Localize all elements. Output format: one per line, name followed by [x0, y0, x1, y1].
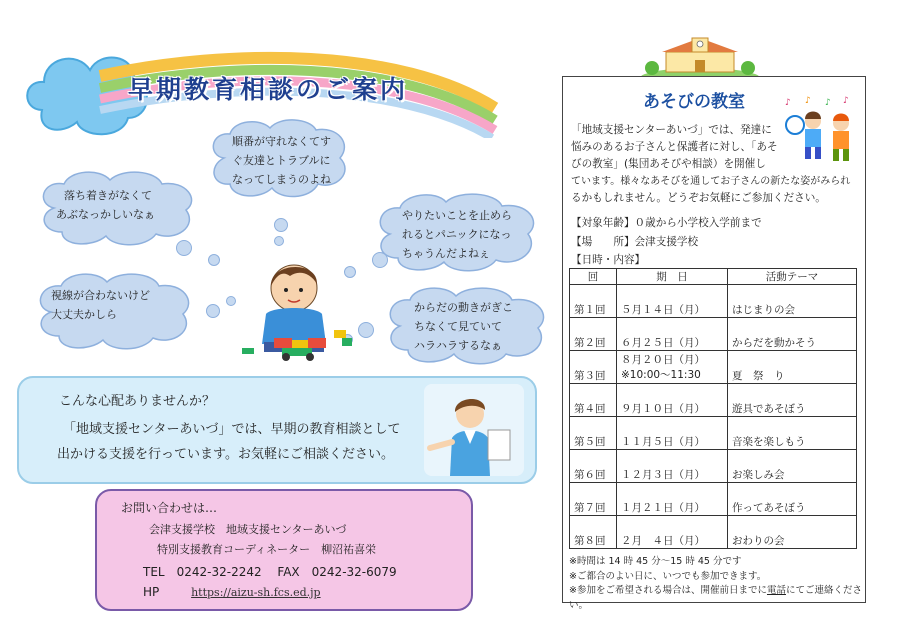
- session-theme: 音楽を楽しもう: [728, 417, 857, 450]
- schedule-table: [569, 268, 857, 549]
- cloud-line: ぐ友達とトラブルに: [232, 154, 331, 167]
- session-theme: お楽しみ会: [728, 450, 857, 483]
- thought-bubble: [208, 254, 220, 266]
- thought-bubble: [226, 296, 236, 306]
- table-row: [570, 450, 857, 483]
- thought-cloud-movement: [384, 286, 552, 366]
- worry-question: こんな心配ありませんか？: [59, 394, 216, 409]
- thought-bubble: [274, 218, 288, 232]
- session-date: ２月 ４日（月）: [617, 516, 728, 549]
- session-date: １１月５日（月）: [617, 417, 728, 450]
- cloud-line: あぶなっかしいなぁ: [56, 208, 155, 221]
- worry-box: [17, 376, 537, 484]
- table-row: [570, 318, 857, 351]
- session-time-note: ※10:00～11:30: [621, 369, 701, 381]
- svg-text:♪: ♪: [825, 98, 831, 108]
- session-theme: はじまりの会: [728, 285, 857, 318]
- school-house-decoration: [640, 34, 760, 78]
- child-playing-illustration: [238, 258, 358, 368]
- session-theme: おわりの会: [728, 516, 857, 549]
- session-theme: 遊具であそぼう: [728, 384, 857, 417]
- datetime-heading: 【日時・内容】: [571, 254, 646, 266]
- svg-text:♪: ♪: [785, 98, 791, 108]
- notes: [569, 555, 865, 613]
- session-theme: からだを動かそう: [728, 318, 857, 351]
- table-row: [570, 285, 857, 318]
- session-number: 第７回: [570, 483, 617, 516]
- thought-bubble: [372, 252, 388, 268]
- worry-line-1: 「地域支援センターあいづ」では、早期の教育相談として: [63, 422, 401, 437]
- session-number: 第６回: [570, 450, 617, 483]
- session-theme: 作ってあそぼう: [728, 483, 857, 516]
- session-date: ９月１０日（月）: [617, 384, 728, 417]
- venue: 【場 所】会津支援学校: [571, 236, 699, 248]
- session-number: 第４回: [570, 384, 617, 417]
- session-number: 第２回: [570, 318, 617, 351]
- thought-bubble: [274, 236, 284, 246]
- thought-bubble: [206, 304, 220, 318]
- description-line: るかもしれません。どうぞお気軽にご参加ください。: [571, 192, 826, 204]
- column-header: 期 日: [617, 269, 728, 285]
- table-header-row: [570, 269, 857, 285]
- description-line: ています。様々なあそびを通してお子さんの新たな姿がみられ: [571, 176, 851, 187]
- note-line: ※ご都合のよい日に、いつでも参加できます。: [569, 570, 767, 582]
- contact-phone-fax: TEL 0242-32-2242 FAX 0242-32-6079: [143, 565, 397, 579]
- thought-bubble: [176, 240, 192, 256]
- contact-hp-label: HP: [143, 585, 160, 599]
- session-date-cell: [617, 351, 728, 384]
- cloud-line: やりたいことを止めら: [402, 209, 512, 222]
- play-class-panel: [562, 76, 866, 611]
- cloud-line: 視線が合わないけど: [51, 289, 150, 302]
- svg-text:♪: ♪: [805, 96, 811, 106]
- thought-cloud-panic: [374, 192, 542, 274]
- session-date: ８月２０日（月）: [621, 354, 705, 366]
- cloud-line: ちなくて見ていて: [414, 320, 502, 333]
- cloud-line: 順番が守れなくてす: [232, 135, 331, 148]
- description-line: びの教室」(集団あそびや相談）を開催し: [571, 158, 766, 170]
- description-line: 悩みのあるお子さんと保護者に対し、「あそ: [571, 141, 778, 153]
- table-row: [570, 351, 857, 384]
- session-date: １２月３日（月）: [617, 450, 728, 483]
- session-theme: 夏 祭 り: [728, 351, 857, 384]
- contact-box: [95, 489, 473, 611]
- column-header: 活動テーマ: [728, 269, 857, 285]
- cloud-line: なってしまうのよね: [232, 173, 331, 186]
- session-number: 第８回: [570, 516, 617, 549]
- note-emphasis: 電話: [766, 585, 786, 596]
- cloud-line: れるとパニックになっ: [402, 228, 512, 241]
- thought-cloud-restless: [36, 170, 200, 246]
- panel-title: あそびの教室: [643, 92, 745, 112]
- cloud-line: ハラハラするなぁ: [414, 339, 502, 352]
- column-header: 回: [570, 269, 617, 285]
- session-date: ６月２５日（月）: [617, 318, 728, 351]
- contact-organization: 会津支援学校 地域支援センターあいづ: [149, 523, 347, 536]
- teacher-illustration: [424, 384, 524, 476]
- table-row: [570, 417, 857, 450]
- description-line: 「地域支援センターあいづ」では、発達に: [571, 124, 772, 136]
- session-date: ５月１４日（月）: [617, 285, 728, 318]
- note-text: にてご連絡ください。: [569, 585, 862, 611]
- session-date: １月２１日（月）: [617, 483, 728, 516]
- note-line: [569, 584, 865, 613]
- thought-bubble: [358, 322, 374, 338]
- svg-text:♪: ♪: [843, 96, 849, 106]
- note-text: ※参加をご希望される場合は、開催前日までに: [569, 585, 767, 596]
- session-number: 第５回: [570, 417, 617, 450]
- cloud-line: 落ち着きがなくて: [64, 189, 152, 202]
- homepage-link[interactable]: https://aizu-sh.fcs.ed.jp: [191, 586, 321, 599]
- thought-cloud-eye-contact: [33, 272, 197, 350]
- table-row: [570, 384, 857, 417]
- thought-cloud-turns: [206, 118, 354, 200]
- contact-heading: お問い合わせは…: [121, 501, 218, 515]
- cloud-line: ちゃうんだよねぇ: [402, 247, 490, 260]
- table-row: [570, 516, 857, 549]
- session-number: 第１回: [570, 285, 617, 318]
- target-age: 【対象年齢】０歳から小学校入学前まで: [571, 217, 762, 229]
- cloud-line: 大丈夫かしら: [51, 308, 117, 321]
- note-line: ※時間は 14 時 45 分～15 時 45 分です: [569, 556, 742, 567]
- contact-person: 特別支援教育コーディネーター 柳沼祐喜栄: [157, 543, 377, 556]
- table-row: [570, 483, 857, 516]
- panel-description: [571, 122, 863, 207]
- session-number: 第３回: [570, 351, 617, 384]
- page-title: 早期教育相談のご案内: [128, 75, 409, 104]
- worry-line-2: 出かける支援を行っています。お気軽にご相談ください。: [57, 447, 394, 462]
- cloud-line: からだの動きがぎこ: [414, 301, 513, 314]
